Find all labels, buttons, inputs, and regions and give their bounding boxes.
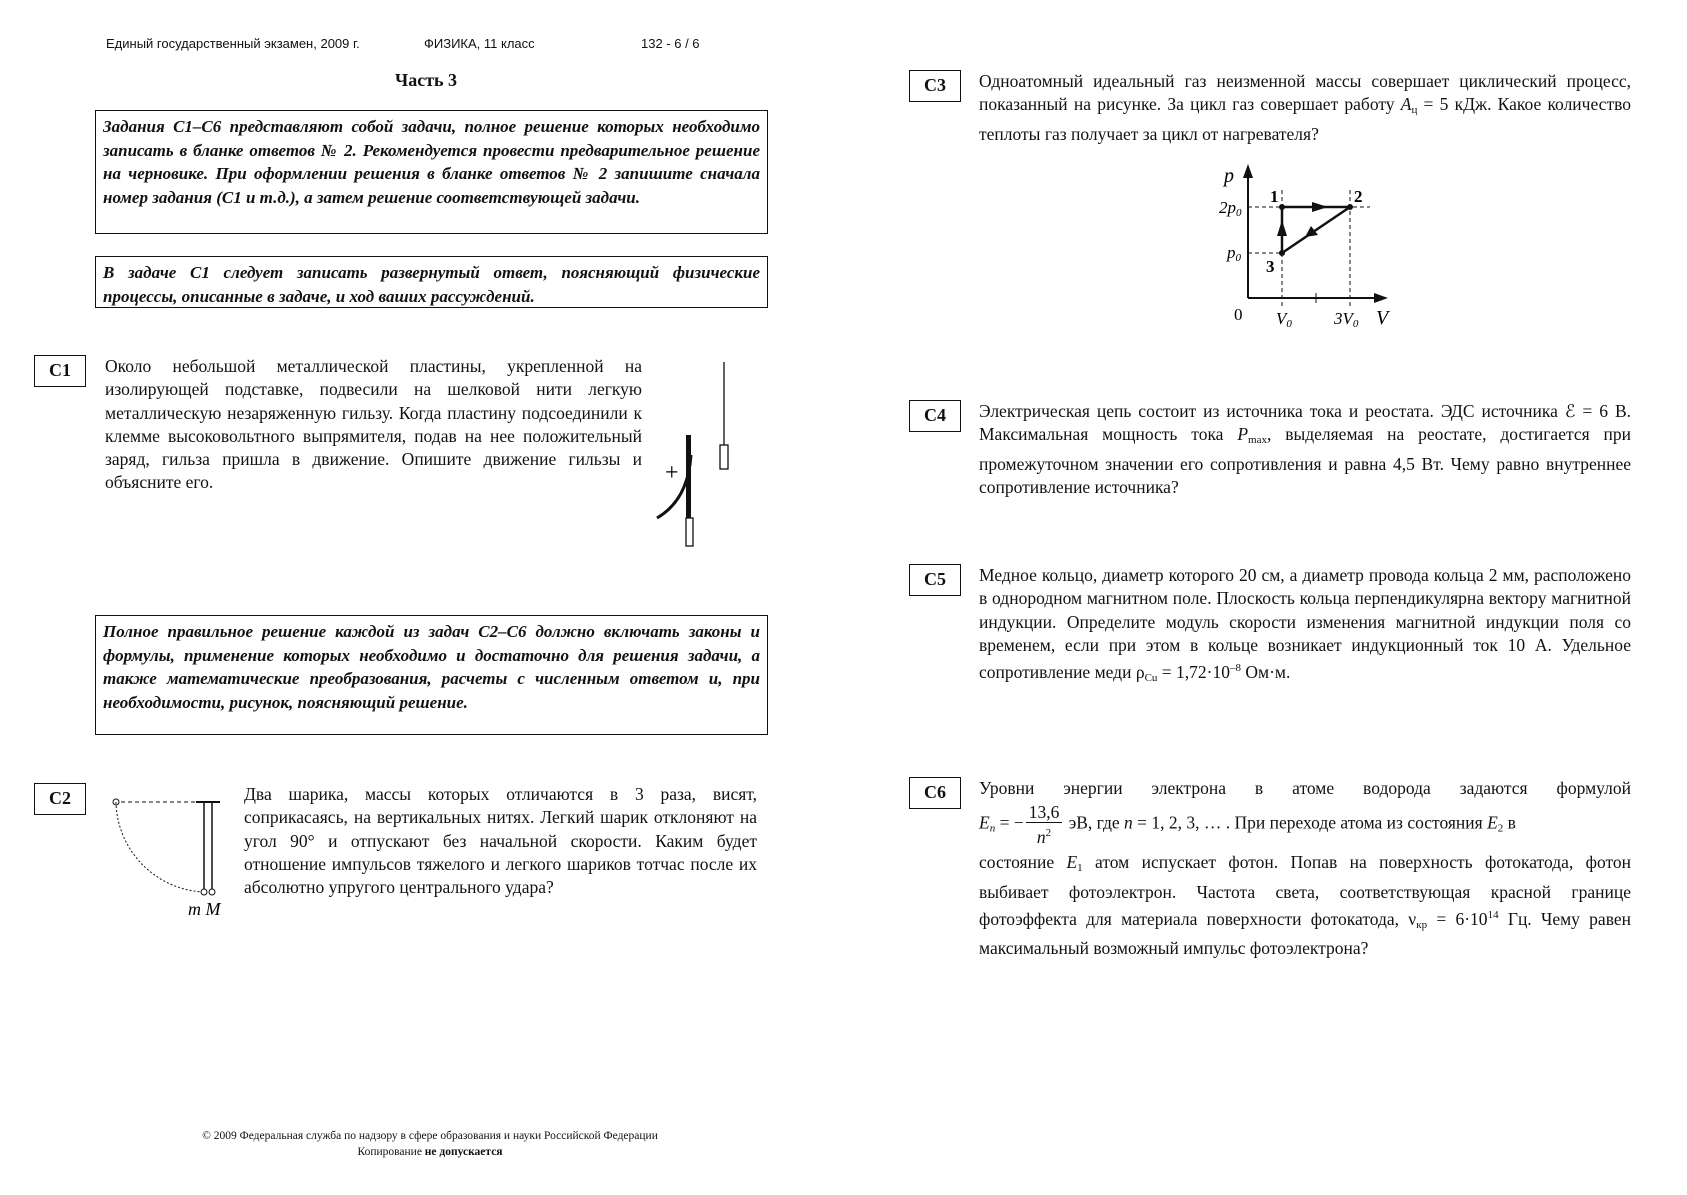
c1-figure [650,360,740,550]
mass-labels: m M [188,899,221,919]
task-text-c4: Электрическая цепь состоит из источника тока и реостата. ЭДС источника ℰ = 6 В. Максимальная мощность тока $P_{max}$, выделяемая на реостате, достигается при промежуточном значении его сопротивления и равна 4,5 Вт. Чему равно внутреннее сопротивление источника? [979,401,1631,497]
task-label-c5: С5 [909,564,961,596]
note-intro: Задания С1–С6 представляют собой задачи, полное решение которых необходимо записать в бланке ответов № 2. Рекомендуется провести предварительное решение на черновике. При оформлении решения в бланке ответов № 2 запишите сначала номер задания (С1 и т.д.), а затем решение соответствующей задачи. [95,110,768,234]
svg-text:2p0: 2p0 [1219,198,1242,219]
point-2: 2 [1354,187,1363,206]
p-axis-label: p [1224,165,1234,187]
svg-text:V0: V0 [1276,309,1292,330]
sleeve [720,445,728,469]
ball-m [201,889,207,895]
header-subject: ФИЗИКА, 11 класс [424,36,535,51]
note-c2-c6: Полное правильное решение каждой из задач С2–С6 должно включать законы и формулы, применение которых необходимо и достаточно для решения задачи, а также математические преобразования, расчеты с численным ответом и, при необходимости, рисунок, поясняющий решение. [95,615,768,735]
task-text-c2: Два шарика, массы которых отличаются в 3 раза, висят, соприкасаясь, на вертикальных нитях. Легкий шарик отклоняют на угол 90° и отпускают без начальной скорости. Каким будет отношение импульсов тяжелого и легкого шариков тотчас после их абсолютно упругого центрального удара? [244,784,757,898]
part-title: Часть 3 [395,70,458,90]
footer-copy-notice: Копирование не допускается [357,1146,503,1158]
task-label-c1: С1 [34,355,86,387]
process-2-3 [1282,207,1350,253]
plus-sign: + [665,460,679,486]
header-page: 132 - 6 / 6 [641,36,700,51]
insulating-stand [686,518,693,546]
p-axis-arrow [1243,164,1253,178]
c3-pv-graph [1210,160,1405,335]
task-label-c4: С4 [909,400,961,432]
svg-text:p0: p0 [1227,243,1241,264]
arc-trajectory [116,802,204,892]
v-axis-arrow [1374,293,1388,303]
note-c1: В задаче С1 следует записать развернутый ответ, поясняющий физические процессы, описанные в задаче, и ход ваших рассуждений. [95,256,768,308]
task-text-c6: Уровни энергии электрона в атоме водорода задаются формулой $E_n$ = − $\frac{13,6}{n^2}$ эВ, где n = 1, 2, 3, … . При переходе атома из состояния $E_2$ в состояние $E_1$ атом испускает фотон. Попав на поверхность фотокатода, фотон выбивает фотоэлектрон. Частота света, соответствующая красной границе фотоэффекта для материала поверхности фотокатода, $\nu_{кр} = 6\cdot 10^{14}$ Гц. Чему равен максимальный возможный импульс фотоэлектрона? [979,778,1631,959]
c2-figure [108,790,228,920]
v-axis-label: V [1376,307,1389,329]
point-1: 1 [1270,187,1279,206]
task-text-c5: Медное кольцо, диаметр которого 20 см, а диаметр провода кольца 2 мм, расположено в однородном магнитном поле. Плоскость кольца перпендикулярна вектору магнитной индукции. Определите модуль скорости изменения магнитной индукции поля со временем, если при этом в кольце возникает индукционный ток 10 А. Удельное сопротивление меди $\rho_{Cu} = 1,72\cdot 10^{-8}$ Ом·м. [979,565,1631,685]
task-text-c1: Около небольшой металлической пластины, укрепленной на изолирующей подставке, подвесили на шелковой нити легкую металлическую незаряженную гильзу. Когда пластину подсоединили к клемме высоковольтного выпрямителя, подав на нее положительный заряд, гильза пришла в движение. Опишите движение гильзы и объясните его. [105,356,642,493]
origin-label: 0 [1234,305,1243,324]
task-label-c3: С3 [909,70,961,102]
footer-copyright: © 2009 Федеральная служба по надзору в сфере образования и науки Российской Федерации [202,1130,658,1142]
point-3: 3 [1266,257,1275,276]
task-label-c2: С2 [34,783,86,815]
svg-text:3V0: 3V0 [1334,309,1359,330]
task-label-c6: С6 [909,777,961,809]
ball-M [209,889,215,895]
task-text-c3: Одноатомный идеальный газ неизменной массы совершает циклический процесс, показанный на рисунке. За цикл газ совершает работу $A_ц = 5$ кДж. Какое количество теплоты газ получает за цикл от нагревателя? [979,71,1631,144]
light-ball-deflected [113,799,119,805]
header-exam: Единый государственный экзамен, 2009 г. [106,36,360,51]
